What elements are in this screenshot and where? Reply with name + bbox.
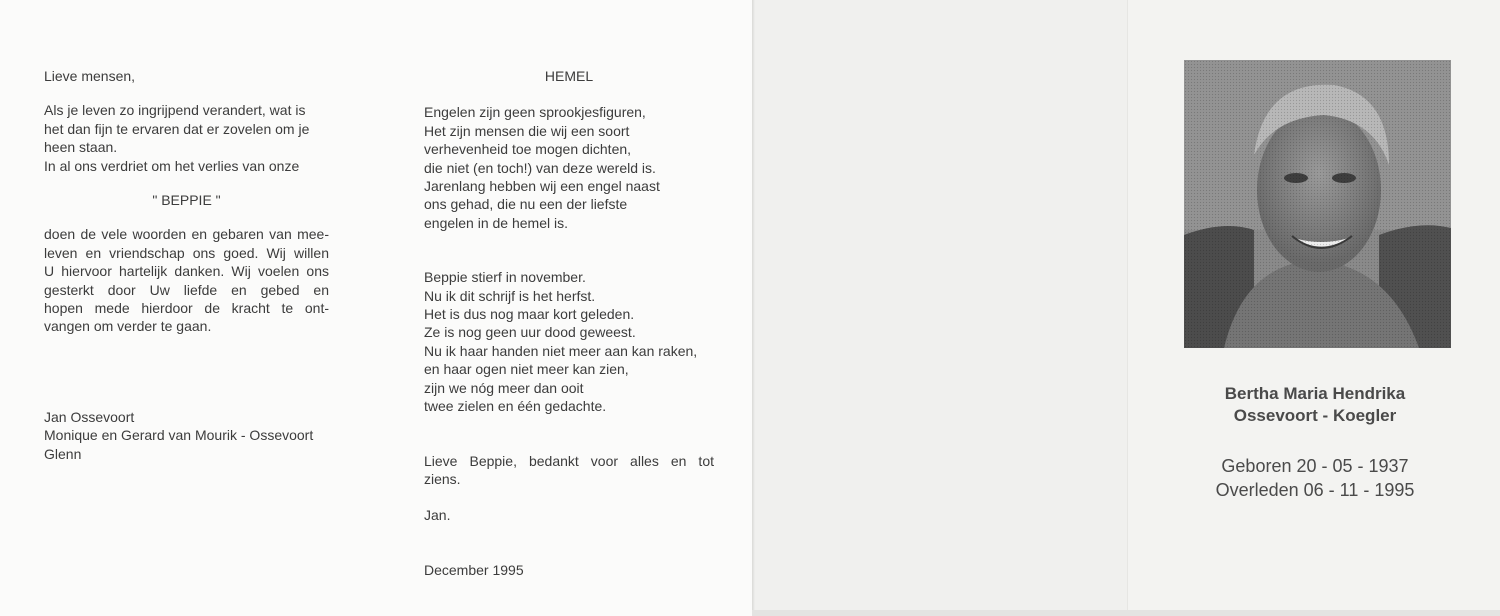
poem-line: Nu ik haar handen niet meer aan kan raken,: [424, 342, 698, 359]
nickname: " BEPPIE ": [152, 192, 221, 209]
poem-line: zijn we nóg meer dan ooit: [424, 379, 584, 396]
farewell-line: Lieve Beppie, bedankt voor alles en tot: [424, 452, 714, 469]
signature-line: Monique en Gerard van Mourik - Ossevoort: [44, 427, 314, 444]
poem-date: December 1995: [424, 561, 524, 578]
para2-line: vangen om verder te gaan.: [44, 318, 212, 335]
birth-date: Geboren 20 - 05 - 1937: [1221, 456, 1409, 476]
signature-line: Jan Ossevoort: [44, 408, 135, 425]
poem-line: Beppie stierf in november.: [424, 269, 586, 286]
para1-line: het dan fijn te ervaren dat er zovelen om je: [44, 120, 310, 137]
para2-line: doen de vele woorden en gebaren van mee-: [44, 226, 329, 243]
name-line-2: Ossevoort - Koegler: [1233, 406, 1397, 425]
poem-line: Het is dus nog maar kort geleden.: [424, 306, 635, 323]
poem-line: die niet (en toch!) van deze wereld is.: [424, 159, 656, 176]
para2-line: U hiervoor hartelijk danken. Wij voelen ons: [44, 263, 329, 280]
para2-line: hopen mede hierdoor de kracht te ont-: [44, 300, 329, 317]
poem-line: verhevenheid toe mogen dichten,: [424, 141, 632, 158]
fold-shadow: [752, 0, 755, 616]
card-edge: [752, 610, 1500, 616]
portrait-image: [1184, 60, 1451, 348]
name-line-1: Bertha Maria Hendrika: [1224, 384, 1406, 403]
poem-line: Engelen zijn geen sprookjesfiguren,: [424, 104, 646, 121]
para2-line: gesterkt door Uw liefde en gebed en: [44, 281, 329, 298]
poem-line: Ze is nog geen uur dood geweest.: [424, 324, 636, 341]
poem-line: Het zijn mensen die wij een soort: [424, 122, 630, 139]
poem-line: twee zielen en één gedachte.: [424, 398, 607, 415]
back-panel: [752, 0, 1127, 616]
death-date: Overleden 06 - 11 - 1995: [1215, 480, 1415, 500]
portrait-photo: [1184, 60, 1451, 348]
poem-line: ons gehad, die nu een der liefste: [424, 196, 628, 213]
signed: Jan.: [424, 507, 451, 524]
poem-text: [424, 67, 714, 579]
poem-line: engelen in de hemel is.: [424, 214, 568, 231]
para2-line: leven en vriendschap ons goed. Wij willen: [44, 244, 329, 261]
para1-line: heen staan.: [44, 139, 118, 156]
para1-line: Als je leven zo ingrijpend verandert, wat is: [44, 102, 306, 119]
poem-title: HEMEL: [544, 68, 594, 84]
thank-you-text: [44, 67, 329, 463]
farewell-line: ziens.: [424, 470, 461, 487]
poem-line: en haar ogen niet meer kan zien,: [424, 361, 629, 378]
poem-line: Nu ik dit schrijf is het herfst.: [424, 287, 596, 304]
greeting: Lieve mensen,: [44, 68, 136, 84]
poem-line: Jarenlang hebben wij een engel naast: [424, 178, 660, 195]
para1-line: In al ons verdriet om het verlies van onze: [44, 157, 300, 174]
signature-line: Glenn: [44, 445, 82, 462]
